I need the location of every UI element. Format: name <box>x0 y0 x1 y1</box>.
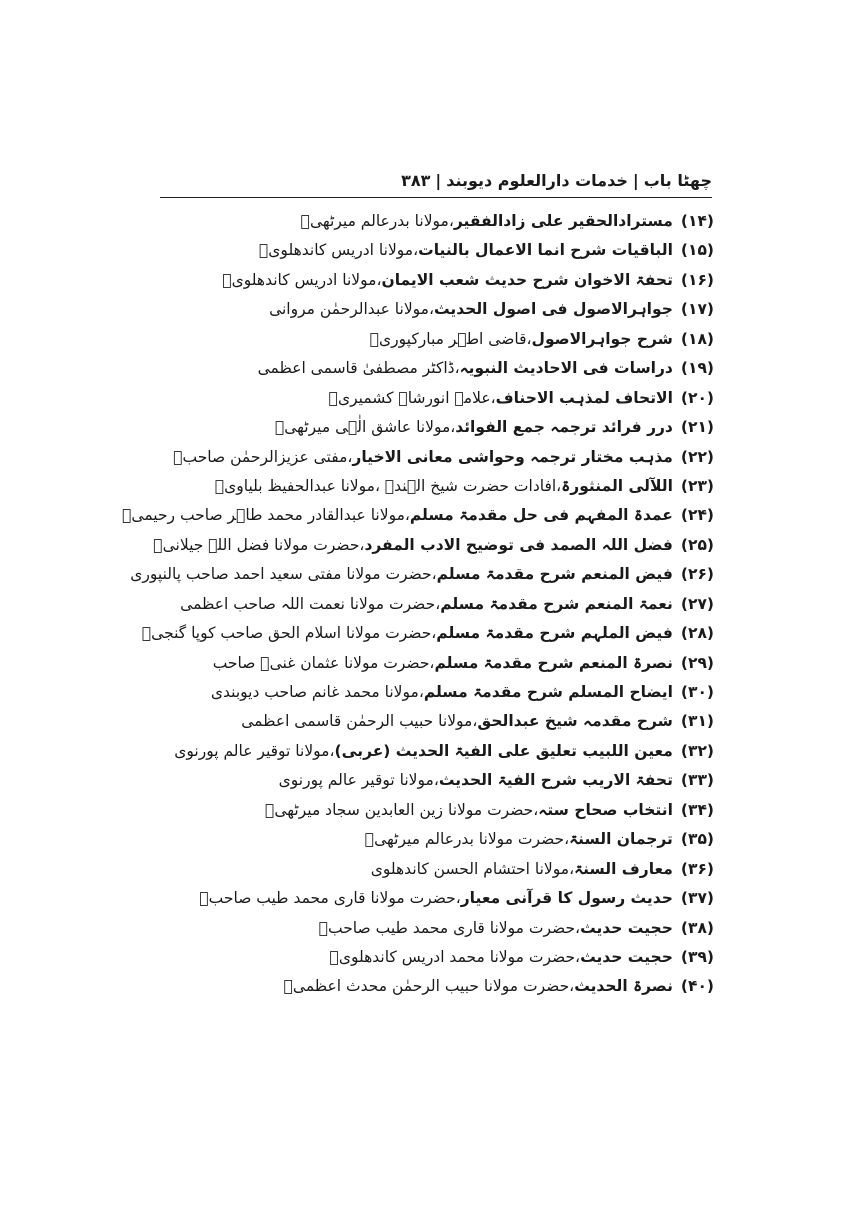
entry-author: ،مولانا عبدالقادر محمد طاہر صاحب رحیمیؒ <box>122 506 410 525</box>
entry-title: شرح جواہرالاصول <box>531 329 673 348</box>
entry-number: (۲۴) <box>680 506 714 525</box>
entry-title: مسترادالحقیر علی زادالفقیر <box>453 212 673 230</box>
entry-author: ،مولانا عاشق الٰہی میرٹھیؒ <box>274 418 456 437</box>
entry-number: (۳۶) <box>680 859 714 878</box>
entry-title: نصرۃ الحدیث <box>574 977 673 996</box>
entry-number: (۱۷) <box>680 300 714 319</box>
entry-number: (۱۵) <box>680 241 714 260</box>
entry-title: تحفۃ الاریب شرح الفیۃ الحدیث <box>438 771 673 790</box>
entry-title: دراسات فی الاحادیث النبویہ <box>459 359 673 378</box>
list-item <box>290 914 714 943</box>
entry-author: ،علامہ انورشاہ کشمیریؒ <box>328 388 496 407</box>
entry-author: ،حضرت مولانا فضل اللہ جیلانیؒ <box>153 535 365 554</box>
entry-title: جواہرالاصول فی اصول الحدیث <box>434 300 673 319</box>
entry-title: مذہب مختار ترجمہ وحواشی معانی الاخیار <box>352 447 673 466</box>
entry-number: (۳۵) <box>680 830 714 849</box>
list-item <box>173 443 714 472</box>
entry-title: حجیت حدیث <box>580 918 673 937</box>
entry-title: نعمۃ المنعم شرح مقدمۃ مسلم <box>440 594 673 613</box>
entry-author: ،مولانا ادریس کاندھلویؒ <box>222 270 382 289</box>
list-item <box>257 354 714 383</box>
entry-number: (۲۹) <box>680 653 714 672</box>
entry-title: الاتحاف لمذہب الاحناف <box>495 388 673 407</box>
entry-number: (۳۱) <box>680 712 714 731</box>
list-item <box>122 501 714 530</box>
entry-number: (۳۴) <box>680 800 714 819</box>
list-item <box>265 796 714 825</box>
entry-author: ،افادات حضرت شیخ الہندؒ ،مولانا عبدالحفیظ بلیاویؒ <box>214 476 562 495</box>
list-item <box>290 825 714 854</box>
entry-title: فیض الملہم شرح مقدمۃ مسلم <box>436 624 673 643</box>
running-header <box>160 168 712 194</box>
list-item <box>212 649 714 678</box>
entry-author: ،حضرت مولانا عثمان غنیؒ صاحب <box>212 653 435 672</box>
entry-number: (۲۸) <box>680 624 714 643</box>
entry-number: (۱۸) <box>680 329 714 348</box>
entry-number: (۲۷) <box>680 594 714 613</box>
list-item <box>283 972 714 1001</box>
entry-author: ،حضرت مولانا مفتی سعید احمد صاحب پالنپوری <box>130 565 437 584</box>
entry-author: ،ڈاکٹر مصطفیٰ قاسمی اعظمی <box>257 359 460 378</box>
entry-author: ،مولانا ادریس کاندھلویؒ <box>259 241 419 260</box>
list-item <box>214 472 714 501</box>
entry-title: حجیت حدیث <box>580 947 673 966</box>
entry-number: (۱۶) <box>680 270 714 289</box>
entry-author: ،حضرت مولانا قاری محمد طیب صاحبؒ <box>318 918 581 937</box>
entry-author: ،مولانا محمد غانم صاحب دیوبندی <box>210 683 424 701</box>
entry-author: ،حضرت مولانا محمد ادریس کاندھلویؒ <box>329 947 581 966</box>
entry-number: (۳۹) <box>680 947 714 966</box>
list-item <box>199 884 714 913</box>
entry-number: (۲۳) <box>680 476 714 495</box>
entry-number: (۲۰) <box>680 388 714 407</box>
entry-title: درر فرائد ترجمہ جمع الفوائد <box>455 418 673 437</box>
entry-author: ،مولانا احتشام الحسن کاندھلوی <box>370 859 575 878</box>
list-item <box>274 413 714 442</box>
entry-author: ،حضرت مولانا بدرعالم میرٹھیؒ <box>364 830 570 849</box>
entry-author: ،مولانا بدرعالم میرٹھیؒ <box>300 212 454 230</box>
list-item <box>269 295 714 324</box>
entry-title: اللآلی المنثورۃ <box>561 476 673 495</box>
entry-title: معین اللبیب تعلیق علی الفیۃ الحدیث (عربی) <box>334 741 673 760</box>
entry-author: ،حضرت مولانا اسلام الحق صاحب کوپا گنجیؒ <box>141 624 437 643</box>
entry-title: عمدۃ المفہم فی حل مقدمۃ مسلم <box>409 506 673 525</box>
entry-number: (۳۰) <box>680 683 714 701</box>
list-item <box>290 384 714 413</box>
list-item <box>278 766 714 795</box>
header-rule <box>160 197 712 198</box>
page-number: ۳۸۳ <box>401 171 431 190</box>
entry-author: ،حضرت مولانا زین العابدین سجاد میرٹھیؒ <box>265 800 539 819</box>
entry-author: ،مفتی عزیزالرحمٰن صاحبؒ <box>173 447 353 466</box>
entry-number: (۲۲) <box>680 447 714 466</box>
entry-title: فضل اللہ الصمد فی توضیح الادب المفرد <box>364 535 673 554</box>
chapter-label: چھٹا باب <box>643 171 712 190</box>
book-list <box>122 207 714 1002</box>
list-item <box>130 560 714 589</box>
entry-number: (۳۳) <box>680 771 714 790</box>
entry-title: حدیث رسول کا قرآنی معیار <box>460 889 673 908</box>
list-item <box>153 531 714 560</box>
entry-title: الباقیات شرح انما الاعمال بالنیات <box>418 241 673 260</box>
list-item <box>222 266 714 295</box>
section-label: خدمات دارالعلوم دیوبند <box>446 171 628 190</box>
entry-title: انتخاب صحاح ستہ <box>538 800 673 819</box>
header-separator: | <box>435 171 442 190</box>
entry-number: (۳۲) <box>680 741 714 760</box>
entry-author: ،مولانا عبدالرحمٰن مروانی <box>269 300 434 319</box>
entry-title: ایضاح المسلم شرح مقدمۃ مسلم <box>423 683 673 701</box>
entry-number: (۱۴) <box>680 212 714 230</box>
entry-number: (۳۷) <box>680 889 714 908</box>
entry-author: ،قاضی اطہر مبارکپوریؒ <box>369 329 532 348</box>
entry-author: ،حضرت مولانا قاری محمد طیب صاحبؒ <box>199 889 461 908</box>
list-item <box>290 325 714 354</box>
entry-author: ،مولانا حبیب الرحمٰن قاسمی اعظمی <box>241 712 478 731</box>
entry-number: (۳۸) <box>680 918 714 937</box>
entry-number: (۱۹) <box>680 359 714 378</box>
entry-number: (۴۰) <box>680 977 714 996</box>
entry-author: ،حضرت مولانا حبیب الرحمٰن محدث اعظمیؒ <box>283 977 575 996</box>
entry-title: ترجمان السنۃ <box>569 830 673 849</box>
entry-author: ،حضرت مولانا نعمت اللہ صاحب اعظمی <box>180 594 441 613</box>
entry-number: (۲۶) <box>680 565 714 584</box>
list-item <box>290 943 714 972</box>
entry-title: فیض المنعم شرح مقدمۃ مسلم <box>436 565 673 584</box>
entry-number: (۲۱) <box>680 418 714 437</box>
entry-title: معارف السنۃ <box>574 859 673 878</box>
entry-title: شرح مقدمہ شیخ عبدالحق <box>477 712 673 731</box>
entry-number: (۲۵) <box>680 535 714 554</box>
entry-title: تحفۃ الاخوان شرح حدیث شعب الایمان <box>381 270 673 289</box>
header-separator: | <box>632 171 639 190</box>
list-item <box>174 737 714 766</box>
list-item <box>180 590 714 619</box>
list-item <box>259 236 714 265</box>
list-item <box>210 678 714 707</box>
list-item <box>290 207 714 236</box>
list-item <box>241 707 714 736</box>
entry-title: نصرۃ المنعم شرح مقدمۃ مسلم <box>434 653 673 672</box>
list-item <box>141 619 714 648</box>
entry-author: ،مولانا توقیر عالم پورنوی <box>278 771 439 790</box>
list-item <box>290 855 714 884</box>
entry-author: ،مولانا توقیر عالم پورنوی <box>174 741 335 760</box>
